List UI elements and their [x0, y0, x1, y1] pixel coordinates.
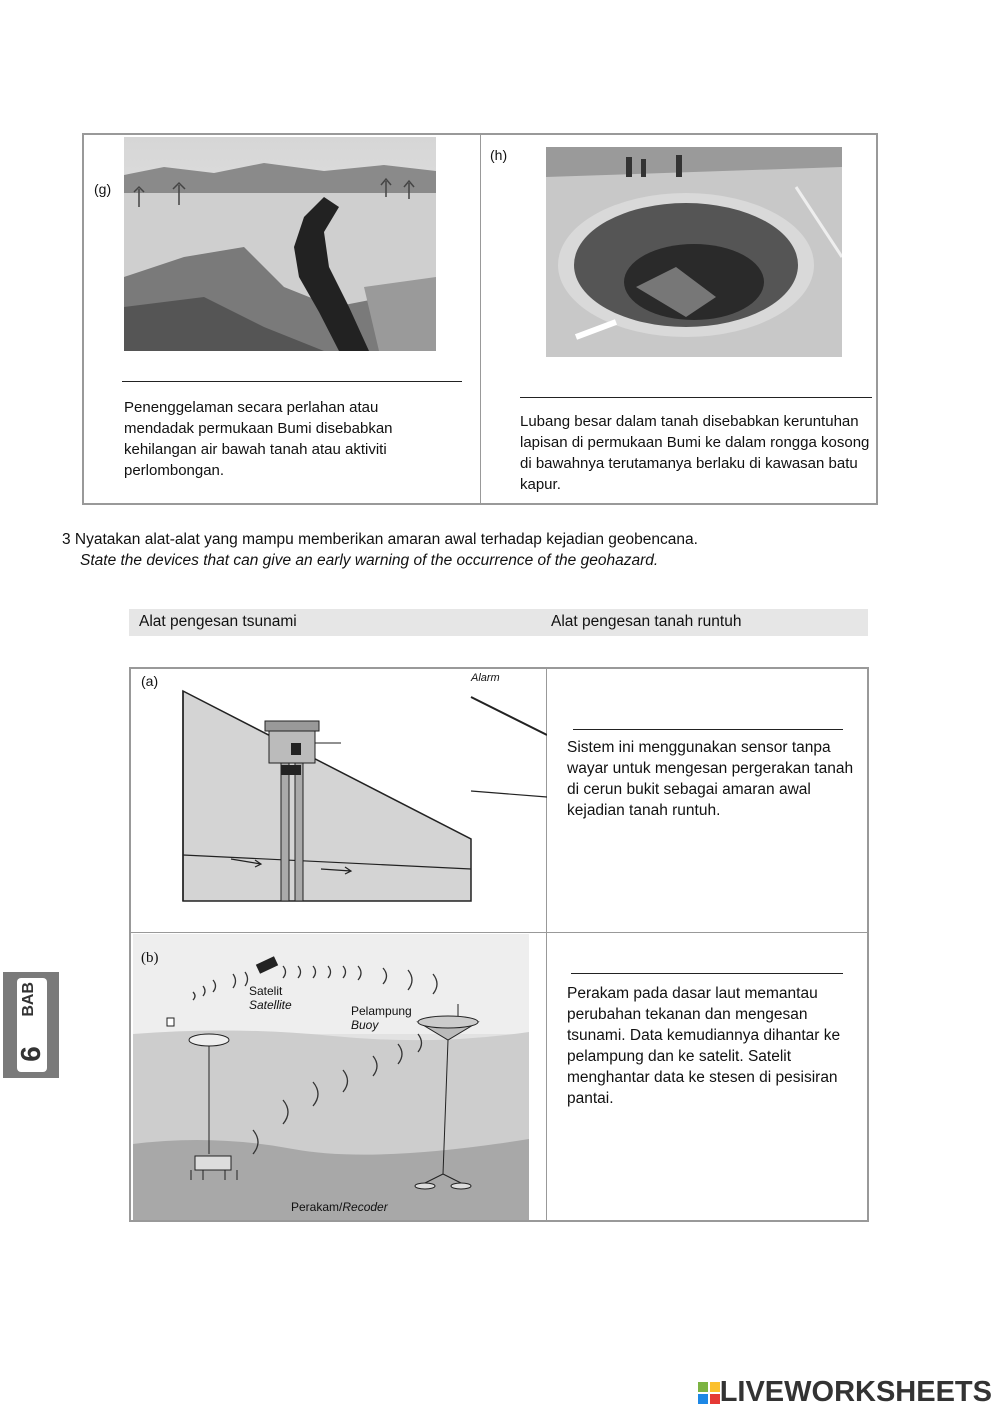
- answer-g-input[interactable]: [122, 359, 462, 382]
- row-divider: [131, 932, 867, 933]
- recorder-label-en: Recoder: [342, 1200, 388, 1214]
- item-a-label: (a): [141, 673, 159, 689]
- question-3-malay: 3 Nyatakan alat-alat yang mampu memberikan amaran awal terhadap kejadian geobencana.: [62, 531, 698, 548]
- column-divider: [480, 135, 481, 503]
- description-a: Sistem ini menggunakan sensor tanpa wayar untuk mengesan pergerakan tanah di cerun bukit sebagai amaran awal kejadian tanah runtuh.: [567, 739, 854, 819]
- liveworksheets-logo-icon: [698, 1382, 720, 1404]
- question-3: [62, 529, 698, 571]
- buoy-label-en: Buoy: [351, 1018, 379, 1032]
- satellite-label-en: Satellite: [249, 998, 292, 1012]
- sinkhole-photo: [546, 147, 842, 357]
- liveworksheets-logo[interactable]: LIVEWORKSHEETS: [719, 1376, 992, 1408]
- chapter-tab-inner: [14, 978, 47, 1072]
- recorder-label-ms: Perakam/: [291, 1200, 343, 1214]
- bottom-answer-table: [129, 667, 869, 1222]
- item-h-label: (h): [490, 147, 508, 163]
- chapter-side-tab: [3, 972, 59, 1078]
- land-subsidence-photo: [124, 137, 436, 351]
- chapter-word: BAB: [20, 982, 37, 1017]
- answer-options-bar: [129, 609, 868, 636]
- item-b-label: (b): [141, 950, 159, 966]
- tsunami-detection-diagram: [133, 934, 529, 1220]
- answer-b-input[interactable]: [571, 951, 843, 974]
- description-b: Perakam pada dasar laut memantau perubahan tekanan dan mengesan tsunami. Data kemudiannya dihantar ke pelampung dan ke satelit. Satelit menghantar data ke stesen di pesisiran pantai.: [567, 985, 841, 1107]
- satellite-label-ms: Satelit: [249, 984, 283, 998]
- description-g: Penenggelaman secara perlahan atau mendadak permukaan Bumi disebabkan kehilangan air bawah tanah atau aktiviti perlombongan.: [124, 399, 393, 479]
- alarm-label: Alarm: [471, 672, 500, 684]
- top-answer-table: [82, 133, 878, 505]
- buoy-label-ms: Pelampung: [351, 1004, 412, 1018]
- description-h: Lubang besar dalam tanah disebabkan keruntuhan lapisan di permukaan Bumi ke dalam rongga kosong di bawahnya terutamanya berlaku di kawasan batu kapur.: [520, 413, 870, 493]
- landslide-sensor-diagram: [181, 689, 547, 905]
- answer-a-input[interactable]: [573, 707, 843, 730]
- option-tsunami-detector[interactable]: Alat pengesan tsunami: [139, 613, 297, 630]
- recorder-label: [291, 1200, 388, 1214]
- answer-h-input[interactable]: [520, 375, 872, 398]
- chapter-number: 9: [14, 1046, 46, 1062]
- item-g-label: (g): [94, 181, 112, 197]
- option-landslide-detector[interactable]: Alat pengesan tanah runtuh: [551, 613, 742, 630]
- question-3-english: State the devices that can give an early warning of the occurrence of the geohazard.: [80, 552, 659, 569]
